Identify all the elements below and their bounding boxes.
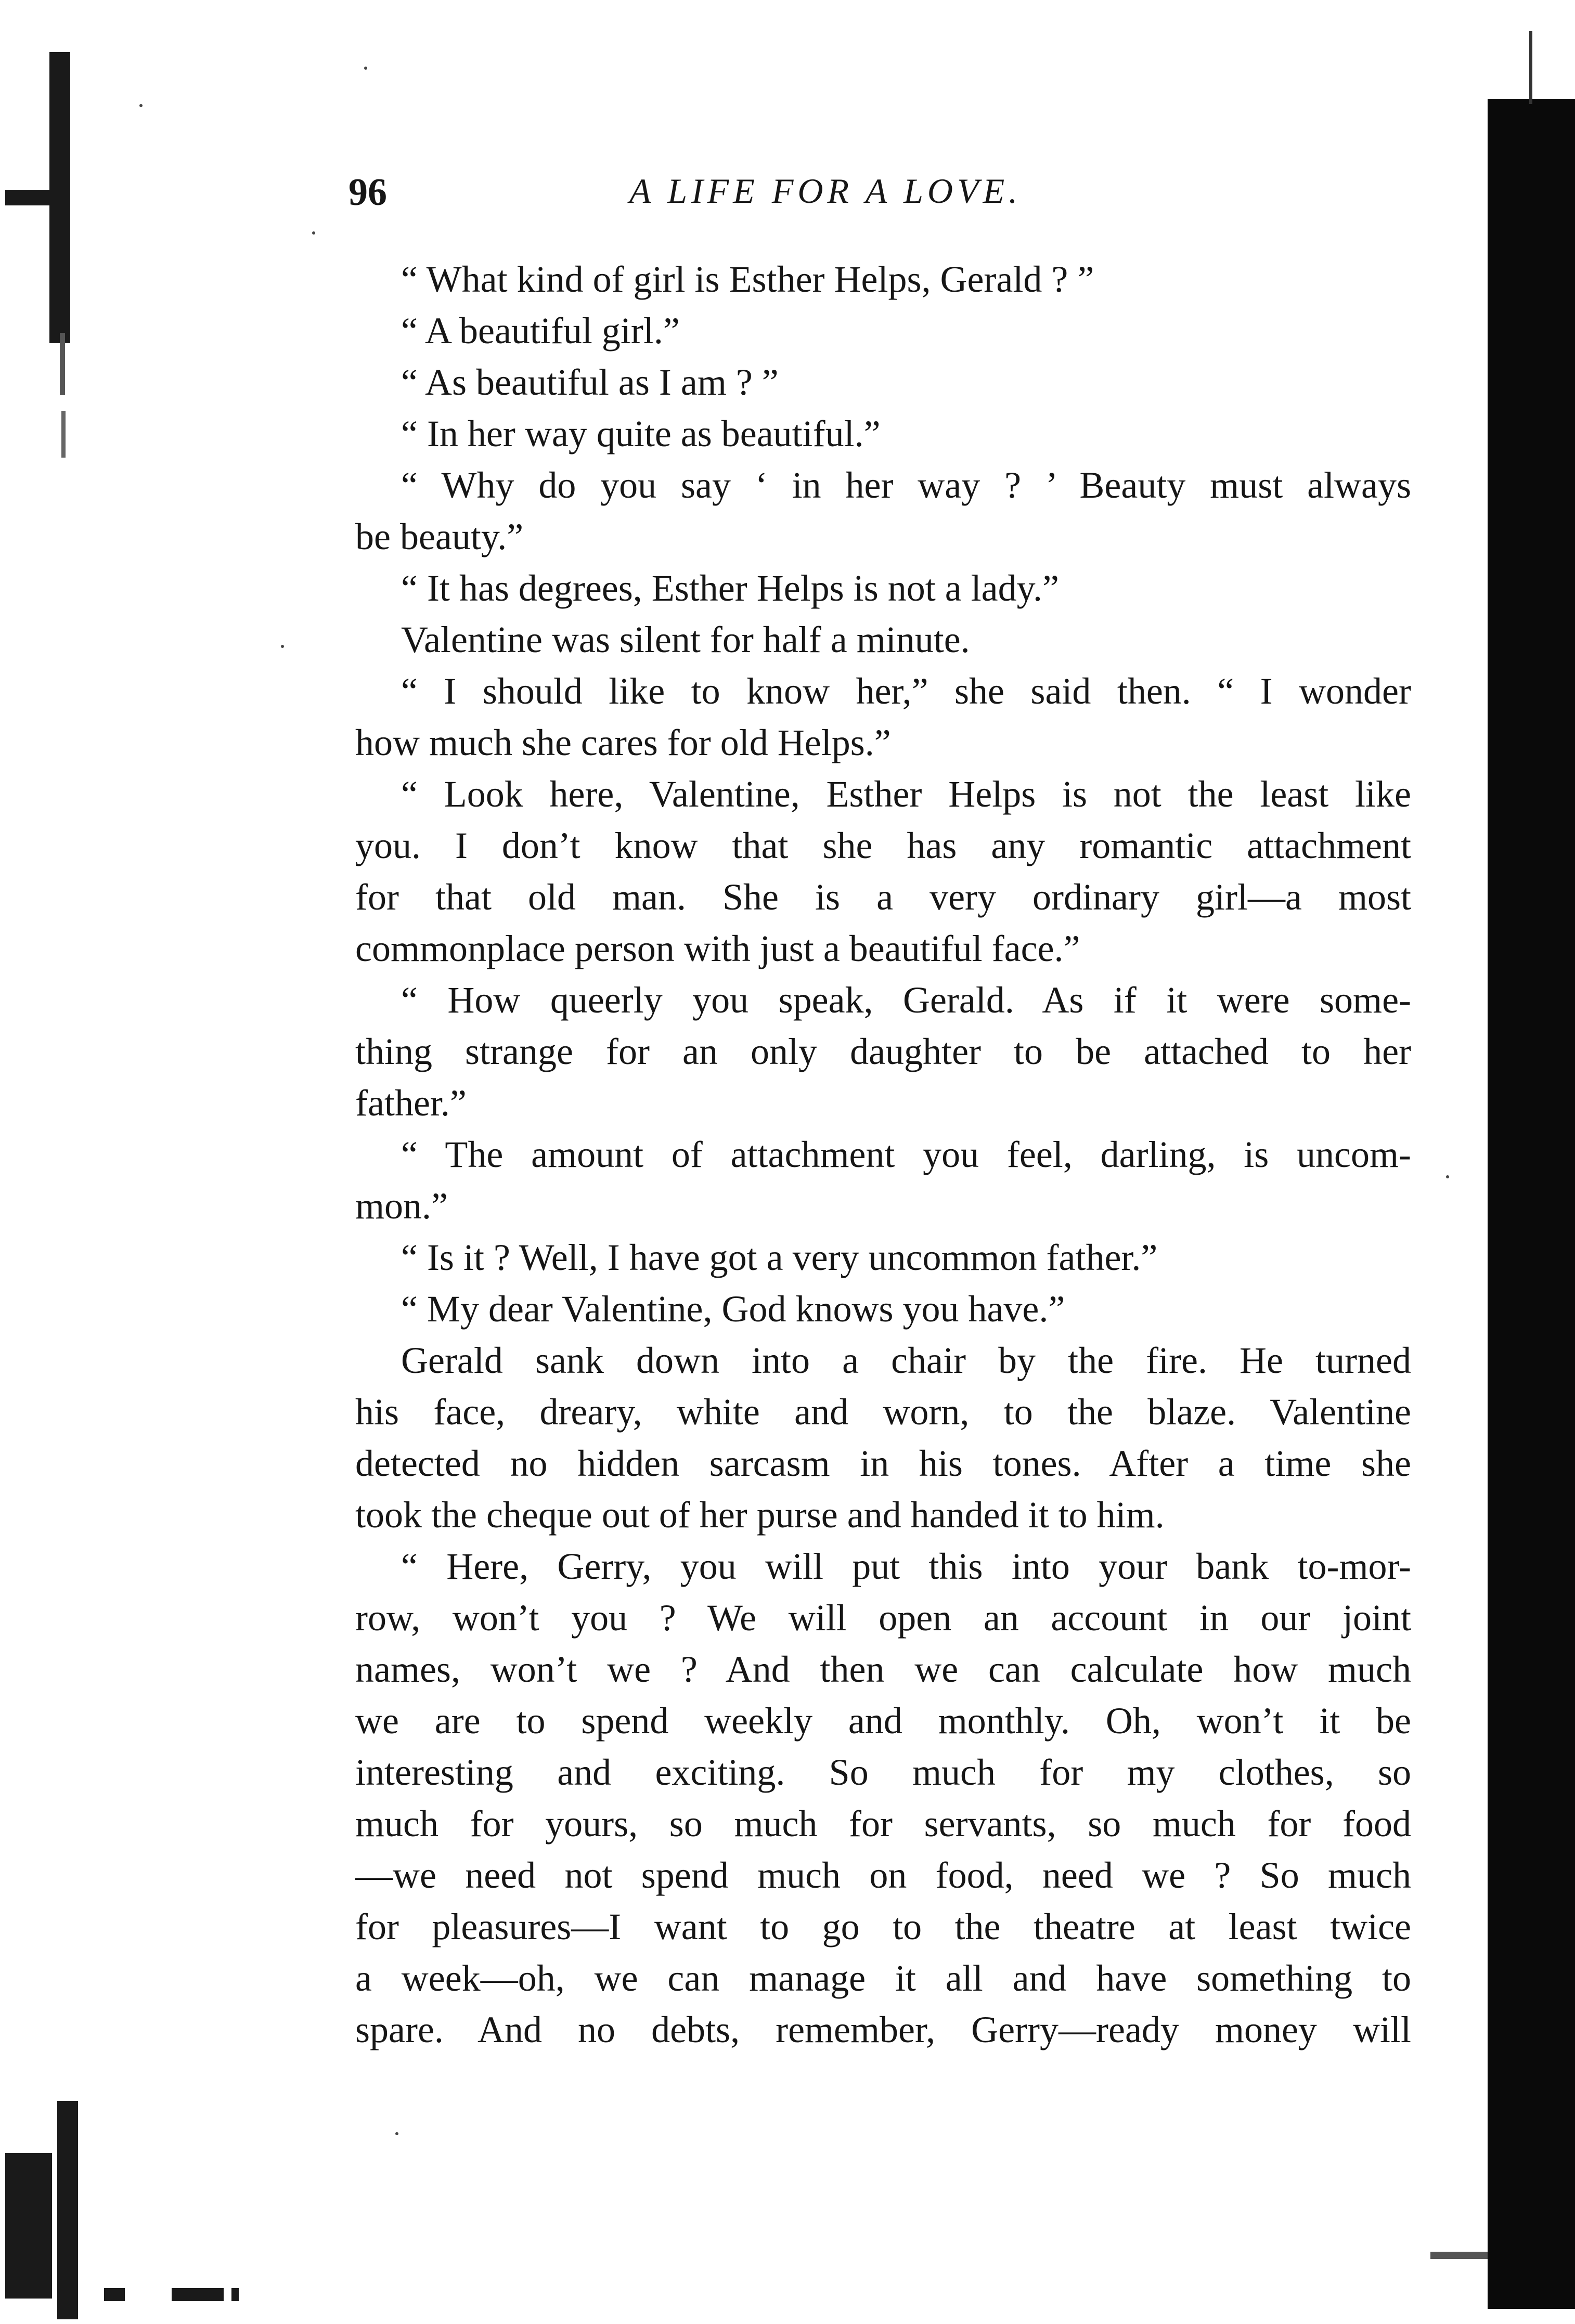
text-line: how much she cares for old Helps.” — [355, 722, 891, 763]
binding-mark — [1430, 2252, 1488, 2259]
text-line: row, won’t you ? We will open an account in our joint — [355, 1597, 1411, 1639]
binding-mark — [61, 411, 66, 458]
text-line: thing strange for an only daughter to be attached to her — [355, 1031, 1411, 1072]
text-line: “ A beautiful girl.” — [401, 310, 680, 352]
scan-speck — [364, 67, 367, 70]
text-line: Gerald sank down into a chair by the fire. He turned — [401, 1340, 1411, 1381]
text-line: for pleasures—I want to go to the theatre at least twice — [355, 1906, 1411, 1948]
binding-mark — [172, 2288, 224, 2301]
scan-speck — [312, 231, 315, 235]
text-line: you. I don’t know that she has any romantic attachment — [355, 825, 1411, 866]
text-line: spare. And no debts, remember, Gerry—ready money will — [355, 2009, 1411, 2050]
text-line: “ Is it ? Well, I have got a very uncommon father.” — [401, 1237, 1158, 1278]
text-line: we are to spend weekly and monthly. Oh, won’t it be — [355, 1700, 1411, 1742]
binding-mark — [60, 333, 65, 395]
text-line: “ Here, Gerry, you will put this into your bank to-mor- — [401, 1546, 1411, 1587]
text-line: “ It has degrees, Esther Helps is not a lady.” — [401, 567, 1059, 609]
page-number: 96 — [348, 171, 387, 214]
text-line: “ As beautiful as I am ? ” — [401, 361, 779, 403]
scan-speck — [395, 2132, 398, 2135]
text-line: commonplace person with just a beautiful face.” — [355, 928, 1080, 969]
scan-speck — [139, 104, 143, 107]
text-line: be beauty.” — [355, 516, 524, 557]
text-line: much for yours, so much for servants, so much for food — [355, 1803, 1411, 1845]
scan-edge-shadow — [1488, 99, 1575, 2309]
scan-speck — [1446, 1175, 1449, 1178]
text-line: his face, dreary, white and worn, to the blaze. Valentine — [355, 1391, 1411, 1433]
text-line: interesting and exciting. So much for my clothes, so — [355, 1751, 1411, 1793]
text-line: detected no hidden sarcasm in his tones. After a time she — [355, 1443, 1411, 1484]
text-line: “ How queerly you speak, Gerald. As if it were some- — [401, 979, 1411, 1021]
text-line: “ The amount of attachment you feel, darling, is uncom- — [401, 1134, 1411, 1175]
running-title: A LIFE FOR A LOVE. — [629, 171, 1022, 211]
text-line: a week—oh, we can manage it all and have something to — [355, 1957, 1411, 1999]
running-header — [348, 171, 1420, 228]
scan-speck — [281, 645, 284, 648]
text-line: “ My dear Valentine, God knows you have.” — [401, 1288, 1065, 1330]
text-line: names, won’t we ? And then we can calculate how much — [355, 1648, 1411, 1690]
text-line: for that old man. She is a very ordinary girl—a most — [355, 876, 1411, 918]
scan-edge-mark — [1529, 31, 1532, 104]
text-line: “ In her way quite as beautiful.” — [401, 413, 881, 455]
text-line: father.” — [355, 1082, 467, 1124]
binding-mark — [5, 2153, 52, 2299]
text-line: took the cheque out of her purse and handed it to him. — [355, 1494, 1165, 1536]
binding-mark — [49, 52, 70, 343]
text-line: “ What kind of girl is Esther Helps, Gerald ? ” — [401, 258, 1094, 300]
binding-mark — [57, 2101, 78, 2319]
body-text — [355, 254, 1411, 2056]
text-line: —we need not spend much on food, need we ? So much — [355, 1854, 1411, 1896]
text-line: mon.” — [355, 1185, 448, 1227]
binding-mark — [231, 2288, 239, 2301]
text-line: “ I should like to know her,” she said then. “ I wonder — [401, 670, 1411, 712]
binding-mark — [104, 2288, 125, 2301]
text-line: Valentine was silent for half a minute. — [401, 619, 970, 660]
text-line: “ Look here, Valentine, Esther Helps is not the least like — [401, 773, 1411, 815]
text-line: “ Why do you say ‘ in her way ? ’ Beauty must always — [401, 464, 1411, 506]
binding-mark — [5, 190, 52, 205]
